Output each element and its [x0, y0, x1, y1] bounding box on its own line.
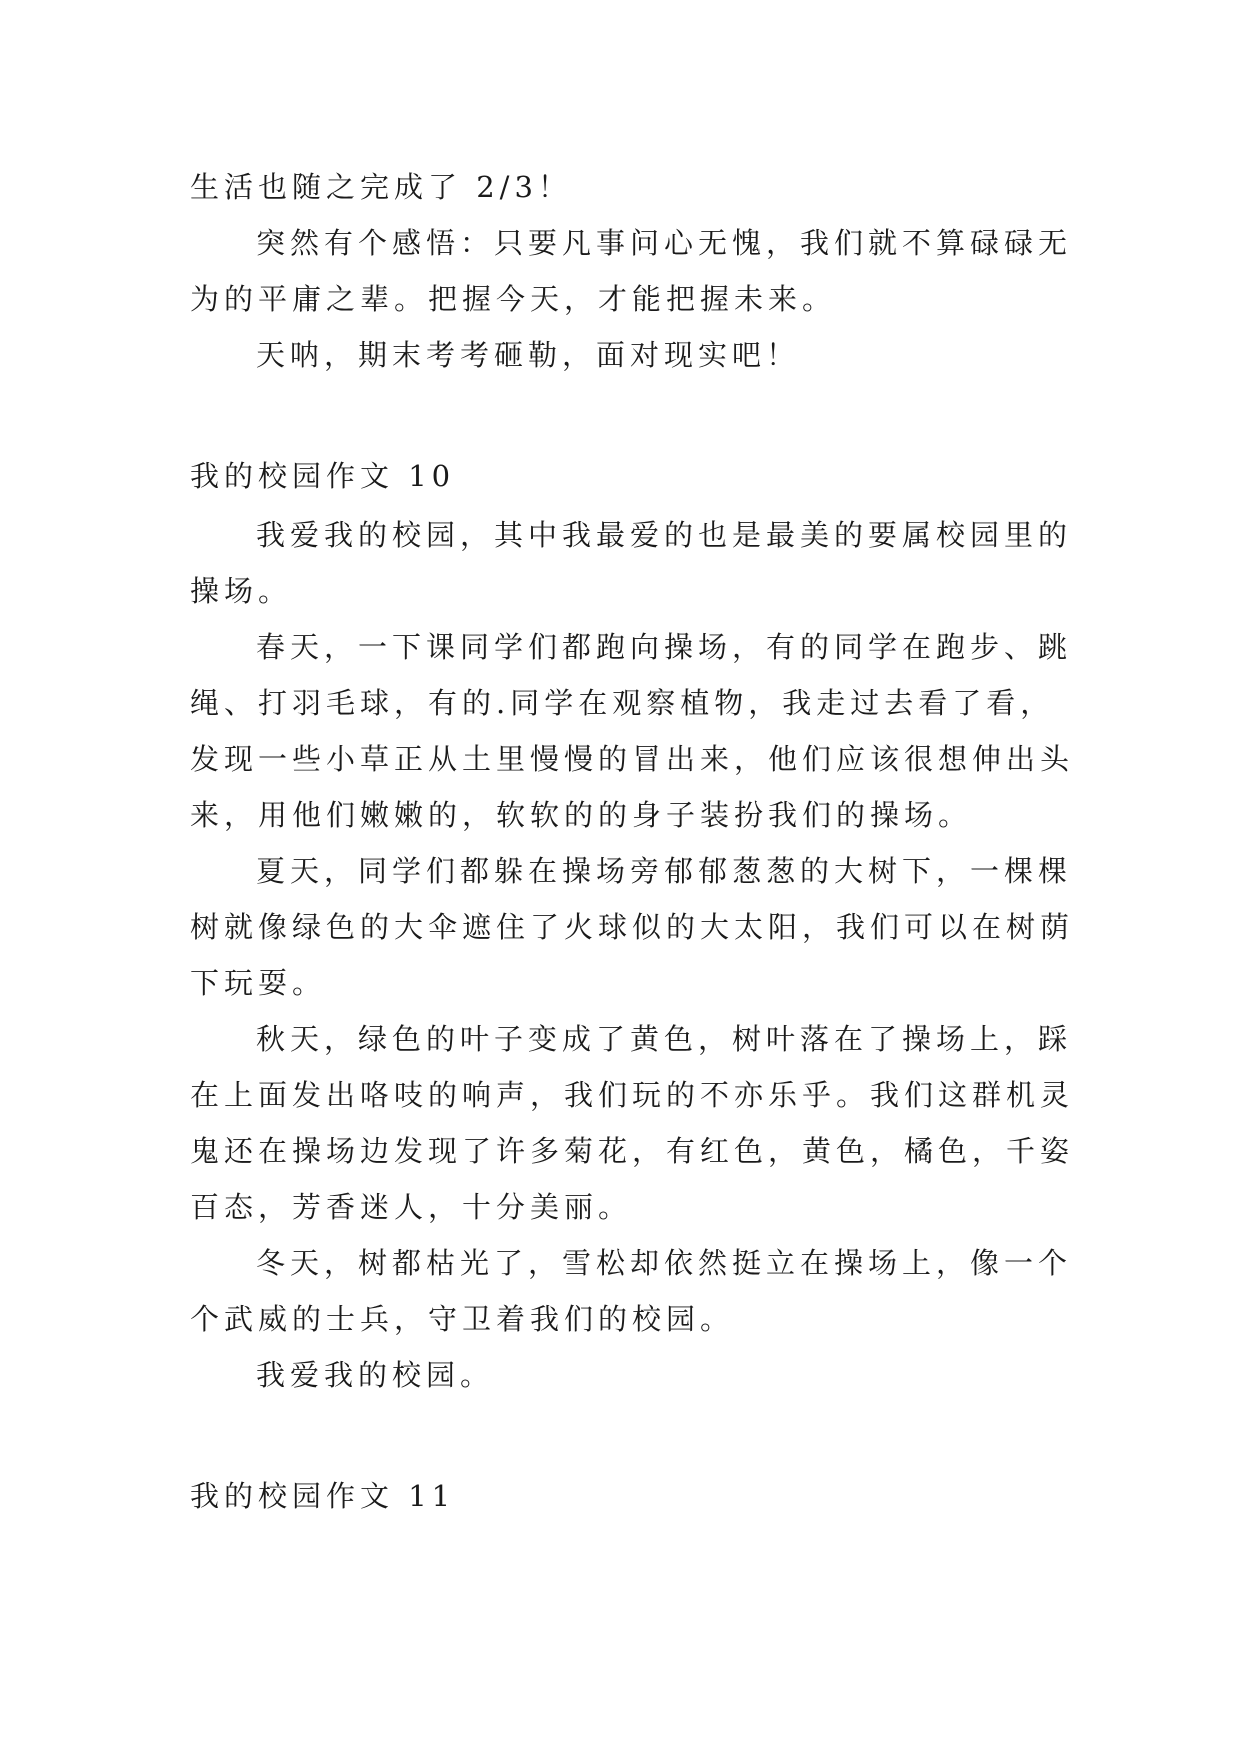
text-line: 树就像绿色的大伞遮住了火球似的大太阳，我们可以在树荫 — [190, 910, 1075, 944]
paragraph-start: 突然有个感悟：只要凡事问心无愧，我们就不算碌碌无 — [256, 226, 1073, 260]
paragraph-start: 我爱我的校园，其中我最爱的也是最美的要属校园里的 — [256, 518, 1073, 552]
paragraph-start: 冬天，树都枯光了，雪松却依然挺立在操场上，像一个 — [256, 1246, 1073, 1280]
paragraph-start: 夏天，同学们都躲在操场旁郁郁葱葱的大树下，一棵棵 — [256, 854, 1073, 888]
paragraph-start: 天呐，期末考考砸勒，面对现实吧！ — [256, 338, 801, 372]
text-line: 绳、打羽毛球，有的.同学在观察植物，我走过去看了看， — [190, 686, 1055, 720]
text-line: 鬼还在操场边发现了许多菊花，有红色，黄色，橘色，千姿 — [190, 1134, 1075, 1168]
paragraph-start: 秋天，绿色的叶子变成了黄色，树叶落在了操场上，踩 — [256, 1022, 1073, 1056]
essay-title-11: 我的校园作文 11 — [190, 1479, 456, 1513]
text-line: 发现一些小草正从土里慢慢的冒出来，他们应该很想伸出头 — [190, 742, 1075, 776]
paragraph-start: 春天，一下课同学们都跑向操场，有的同学在跑步、跳 — [256, 630, 1073, 664]
text-line: 下玩耍。 — [190, 966, 327, 1000]
text-line: 生活也随之完成了 2/3！ — [190, 170, 572, 204]
paragraph-start: 我爱我的校园。 — [256, 1358, 495, 1392]
text-line: 百态，芳香迷人，十分美丽。 — [190, 1190, 633, 1224]
essay-title-10: 我的校园作文 10 — [190, 459, 456, 493]
text-line: 个武威的士兵，守卫着我们的校园。 — [190, 1302, 735, 1336]
text-line: 来，用他们嫩嫩的，软软的的身子装扮我们的操场。 — [190, 798, 973, 832]
text-line: 操场。 — [190, 574, 293, 608]
text-line: 在上面发出咯吱的响声，我们玩的不亦乐乎。我们这群机灵 — [190, 1078, 1075, 1112]
text-line: 为的平庸之辈。把握今天，才能把握未来。 — [190, 282, 837, 316]
